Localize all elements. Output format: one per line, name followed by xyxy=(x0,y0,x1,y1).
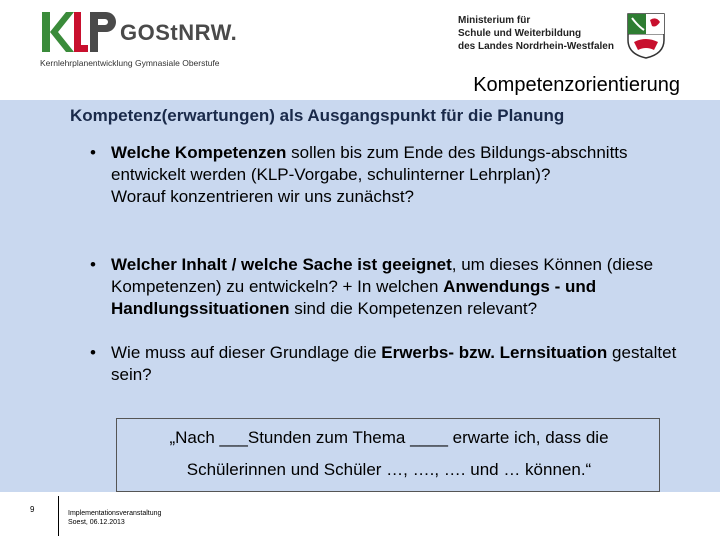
bullet-text: Wie muss auf dieser Grundlage die Erwerbs- bzw. Lernsituation gestaltet sein? xyxy=(111,343,677,384)
footer-divider xyxy=(58,496,59,536)
page-number: 9 xyxy=(30,505,35,514)
bullet-symbol: • xyxy=(90,343,96,362)
quote-line-1: „Nach ___Stunden zum Thema ____ erwarte ich, dass die xyxy=(169,428,609,447)
bullet-text: Welche Kompetenzen sollen bis zum Ende des Bildungs-abschnitts entwickelt werden (KLP-Vorgabe, schulinterner Lehrplan)? Worauf konzentrieren wir uns zunächst? xyxy=(111,143,628,206)
ministry-name: Ministerium für Schule und Weiterbildung des Landes Nordrhein-Westfalen xyxy=(458,15,614,52)
nrw-coat-of-arms-icon xyxy=(626,12,666,60)
slide-heading: Kompetenz(erwartungen) als Ausgangspunkt für die Planung xyxy=(70,106,565,125)
bullet-text: Welcher Inhalt / welche Sache ist geeignet, um dieses Können (diese Kompetenzen) zu entwickeln? + In welchen Anwendungs - und Handlungssituationen sind die Kompetenzen relevant? xyxy=(111,255,654,318)
klp-gost-nrw-logo xyxy=(40,8,240,68)
gost-nrw-wordmark: GOStNRW. xyxy=(120,20,238,45)
klp-letters-icon xyxy=(40,8,120,56)
quote-box xyxy=(116,418,660,492)
logo-subtitle: Kernlehrplanentwicklung Gymnasiale Oberstufe xyxy=(40,58,220,68)
quote-line-2: Schülerinnen und Schüler …, …., …. und … können.“ xyxy=(186,460,592,479)
footer-event-info: Implementationsveranstaltung Soest, 06.12.2013 xyxy=(68,510,162,526)
bullet-symbol: • xyxy=(90,143,96,162)
bullet-symbol: • xyxy=(90,255,96,274)
slide-topic: Kompetenzorientierung xyxy=(473,74,680,96)
